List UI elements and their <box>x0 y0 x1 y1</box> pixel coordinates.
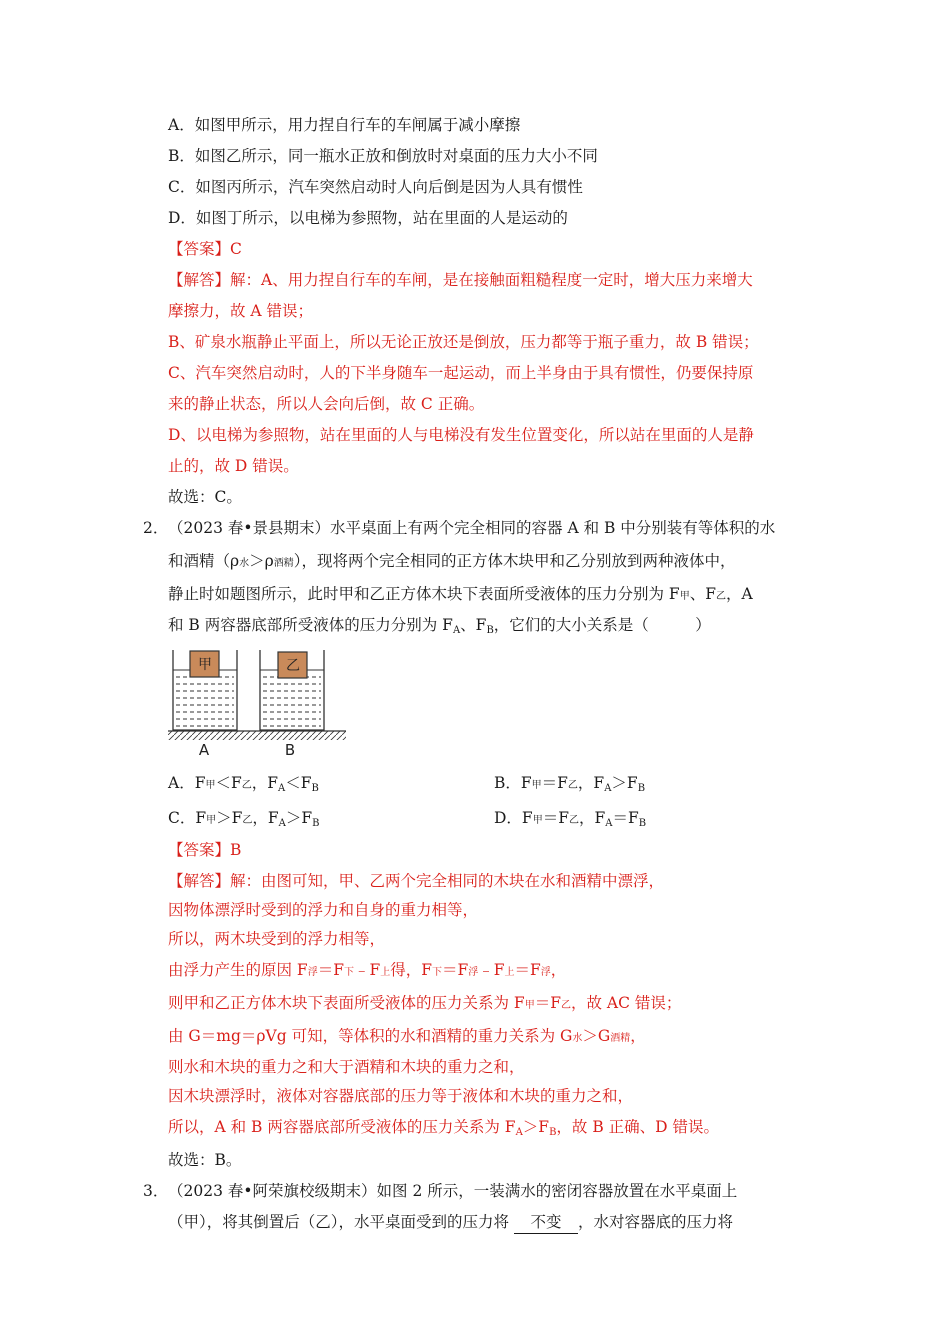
subscript: 乙 <box>560 1000 571 1011</box>
q3-stem-line-1: （2023 春•阿荣旗校级期末）如图 2 所示，一装满水的密闭容器放置在水平桌面上 <box>168 1182 738 1200</box>
answer-tag: 【答案】 <box>168 240 231 258</box>
stem-text: ＞ρ <box>249 552 274 570</box>
stem-text: （甲），将其倒置后（乙），水平桌面受到的压力将 <box>168 1213 510 1231</box>
q1-analysis-line-3: B、矿泉水瓶静止平面上，所以无论正放还是倒放，压力都等于瓶子重力，故 B 错误； <box>168 333 759 351</box>
subscript: 甲 <box>679 591 690 602</box>
subscript: 上 <box>380 967 391 978</box>
analysis-text: ＝F <box>514 961 541 979</box>
subscript: 酒精 <box>610 1033 631 1044</box>
subscript: A <box>452 625 461 636</box>
opt-text: ＜F <box>215 774 242 792</box>
subscript: A <box>278 818 286 829</box>
q2-stem-line-2 <box>168 550 736 575</box>
stem-text: ，A <box>725 585 753 603</box>
subscript: 甲 <box>524 1000 535 1011</box>
analysis-text: ﹣F <box>478 961 505 979</box>
q2-analysis-line-8: 因木块漂浮时，液体对容器底部的压力等于液体和木块的重力之和， <box>168 1087 634 1105</box>
analysis-text: ＞F <box>522 1118 550 1136</box>
q1-analysis-line-6: D、以电梯为参照物，站在里面的人与电梯没有发生位置变化，所以站在里面的人是静 <box>168 426 754 444</box>
subscript: 下 <box>343 967 354 978</box>
analysis-text: 得，F <box>390 961 432 979</box>
q3-stem-line-2 <box>168 1211 733 1234</box>
subscript: 下 <box>431 967 442 978</box>
opt-text: ＝F <box>541 774 568 792</box>
q2-analysis-line-6 <box>168 1025 646 1050</box>
opt-text: ＝F <box>542 809 569 827</box>
subscript: A <box>605 818 613 829</box>
subscript: B <box>549 1127 557 1138</box>
q1-option-a: A．如图甲所示，用力捏自行车的车闸属于减小摩擦 <box>168 116 521 134</box>
stem-text: 、F <box>689 585 716 603</box>
q1-analysis-line-2: 摩擦力，故 A 错误； <box>168 302 314 320</box>
subscript: B <box>637 783 646 794</box>
opt-text: ，F <box>577 774 605 792</box>
q2-stem-line-3 <box>168 583 753 608</box>
subscript: A <box>515 1127 523 1138</box>
opt-text: C．F <box>168 809 207 827</box>
q1-analysis-line-7: 止的，故 D 错误。 <box>168 457 299 475</box>
subscript: 乙 <box>567 780 578 791</box>
q2-analysis-line-2: 因物体漂浮时受到的浮力和自身的重力相等， <box>168 901 479 919</box>
analysis-tag: 【解答】 <box>168 271 231 289</box>
q1-answer <box>168 238 242 260</box>
q2-containers-figure <box>168 645 348 760</box>
subscript: B <box>312 818 320 829</box>
q3-number: 3． <box>143 1182 169 1200</box>
q2-option-a <box>168 772 319 800</box>
subscript: 甲 <box>205 780 216 791</box>
subscript: 乙 <box>241 780 252 791</box>
q1-analysis-line-1 <box>168 269 753 291</box>
fill-blank-answer: 不变 <box>514 1211 578 1234</box>
stem-text: 和 B 两容器底部所受液体的压力分别为 F <box>168 616 453 634</box>
analysis-text: 所以，A 和 B 两容器底部所受液体的压力关系为 F <box>168 1118 516 1136</box>
q1-analysis-line-5: 来的静止状态，所以人会向后倒，故 C 正确。 <box>168 395 485 413</box>
subscript: 浮 <box>307 967 318 978</box>
opt-text: ＝F <box>612 809 639 827</box>
analysis-text: 由浮力产生的原因 F <box>168 961 308 979</box>
q1-choice: 故选：C。 <box>168 488 242 506</box>
stem-text: ，它们的大小关系是（ ） <box>493 616 711 634</box>
opt-text: ，F <box>578 809 606 827</box>
q2-answer <box>168 839 241 861</box>
subscript: 甲 <box>531 780 542 791</box>
analysis-text: ，故 B 正确、D 错误。 <box>556 1118 720 1136</box>
q2-analysis-line-5 <box>168 992 681 1017</box>
analysis-text: ， <box>550 961 567 979</box>
analysis-text: 则甲和乙正方体木块下表面所受液体的压力关系为 F <box>168 994 525 1012</box>
analysis-text: 解：A、用力捏自行车的车闸，是在接触面粗糙程度一定时，增大压力来增大 <box>230 271 753 289</box>
q2-analysis-line-3: 所以，两木块受到的浮力相等， <box>168 930 386 948</box>
q1-analysis-line-4: C、汽车突然启动时，人的下半身随车一起运动，而上半身由于具有惯性，仍要保持原 <box>168 364 754 382</box>
q2-number: 2． <box>143 519 169 537</box>
subscript: 水 <box>572 1033 583 1044</box>
opt-text: B．F <box>494 774 532 792</box>
subscript: A <box>277 783 286 794</box>
answer-tag: 【答案】 <box>168 841 231 859</box>
block-label-jia: 甲 <box>198 657 212 673</box>
opt-text: ，F <box>252 809 279 827</box>
block-label-yi: 乙 <box>286 658 300 674</box>
subscript: 甲 <box>206 815 217 826</box>
q2-option-c <box>168 807 320 835</box>
q2-analysis-line-7: 则水和木块的重力之和大于酒精和木块的重力之和， <box>168 1058 525 1076</box>
stem-text: ，水对容器底的压力将 <box>577 1213 733 1231</box>
opt-text: A．F <box>168 774 206 792</box>
stem-text: 、F <box>460 616 487 634</box>
subscript: 上 <box>504 967 515 978</box>
analysis-text: ＞G <box>582 1027 611 1045</box>
analysis-text: ＝F <box>317 961 344 979</box>
stem-text: 静止时如题图所示，此时甲和乙正方体木块下表面所受液体的压力分别为 F <box>168 585 680 603</box>
subscript: 浮 <box>540 967 551 978</box>
subscript: A <box>604 783 612 794</box>
q2-analysis-line-4 <box>168 959 566 984</box>
analysis-text: ，故 AC 错误； <box>570 994 682 1012</box>
subscript: 酒精 <box>273 558 294 569</box>
analysis-text: ＝F <box>441 961 469 979</box>
q2-choice: 故选：B。 <box>168 1151 242 1169</box>
container-label-b: B <box>284 741 296 759</box>
stem-text: ），现将两个完全相同的正方体木块甲和乙分别放到两种液体中， <box>293 552 736 570</box>
subscript: 浮 <box>468 967 479 978</box>
answer-value: C <box>230 240 242 258</box>
subscript: 乙 <box>242 815 253 826</box>
opt-text: ＞F <box>285 809 313 827</box>
opt-text: ＞F <box>216 809 243 827</box>
q2-option-b <box>494 772 645 800</box>
opt-text: ，F <box>251 774 278 792</box>
analysis-text: 由 G＝mg＝ρVg 可知，等体积的水和酒精的重力关系为 G <box>168 1027 573 1045</box>
table-surface <box>168 731 346 740</box>
analysis-text: ＝F <box>534 994 561 1012</box>
subscript: 甲 <box>532 815 543 826</box>
analysis-text: ﹣F <box>353 961 381 979</box>
q1-option-d: D．如图丁所示，以电梯为参照物，站在里面的人是运动的 <box>168 209 568 227</box>
subscript: B <box>638 818 647 829</box>
subscript: 乙 <box>568 815 579 826</box>
q2-stem-line-4 <box>168 614 711 642</box>
subscript: B <box>486 625 494 636</box>
stem-text: 和酒精（ρ <box>168 552 240 570</box>
q2-analysis-line-9 <box>168 1116 719 1144</box>
opt-text: D．F <box>494 809 533 827</box>
analysis-text: 解：由图可知，甲、乙两个完全相同的木块在水和酒精中漂浮， <box>230 872 665 890</box>
q1-option-c: C．如图丙所示，汽车突然启动时人向后倒是因为人具有惯性 <box>168 178 583 196</box>
q1-option-b: B．如图乙所示，同一瓶水正放和倒放时对桌面的压力大小不同 <box>168 147 598 165</box>
container-label-a: A <box>198 741 210 759</box>
analysis-text: ， <box>630 1027 646 1045</box>
subscript: 水 <box>239 558 250 569</box>
opt-text: ＞F <box>611 774 638 792</box>
answer-value: B <box>230 841 242 859</box>
subscript: 乙 <box>715 591 726 602</box>
analysis-tag: 【解答】 <box>168 872 231 890</box>
q2-analysis-line-1 <box>168 870 664 892</box>
opt-text: ＜F <box>285 774 312 792</box>
q2-option-d <box>494 807 646 835</box>
subscript: B <box>311 783 319 794</box>
q2-stem-line-1: （2023 春•景县期末）水平桌面上有两个完全相同的容器 A 和 B 中分别装有等体积的水 <box>168 519 776 537</box>
